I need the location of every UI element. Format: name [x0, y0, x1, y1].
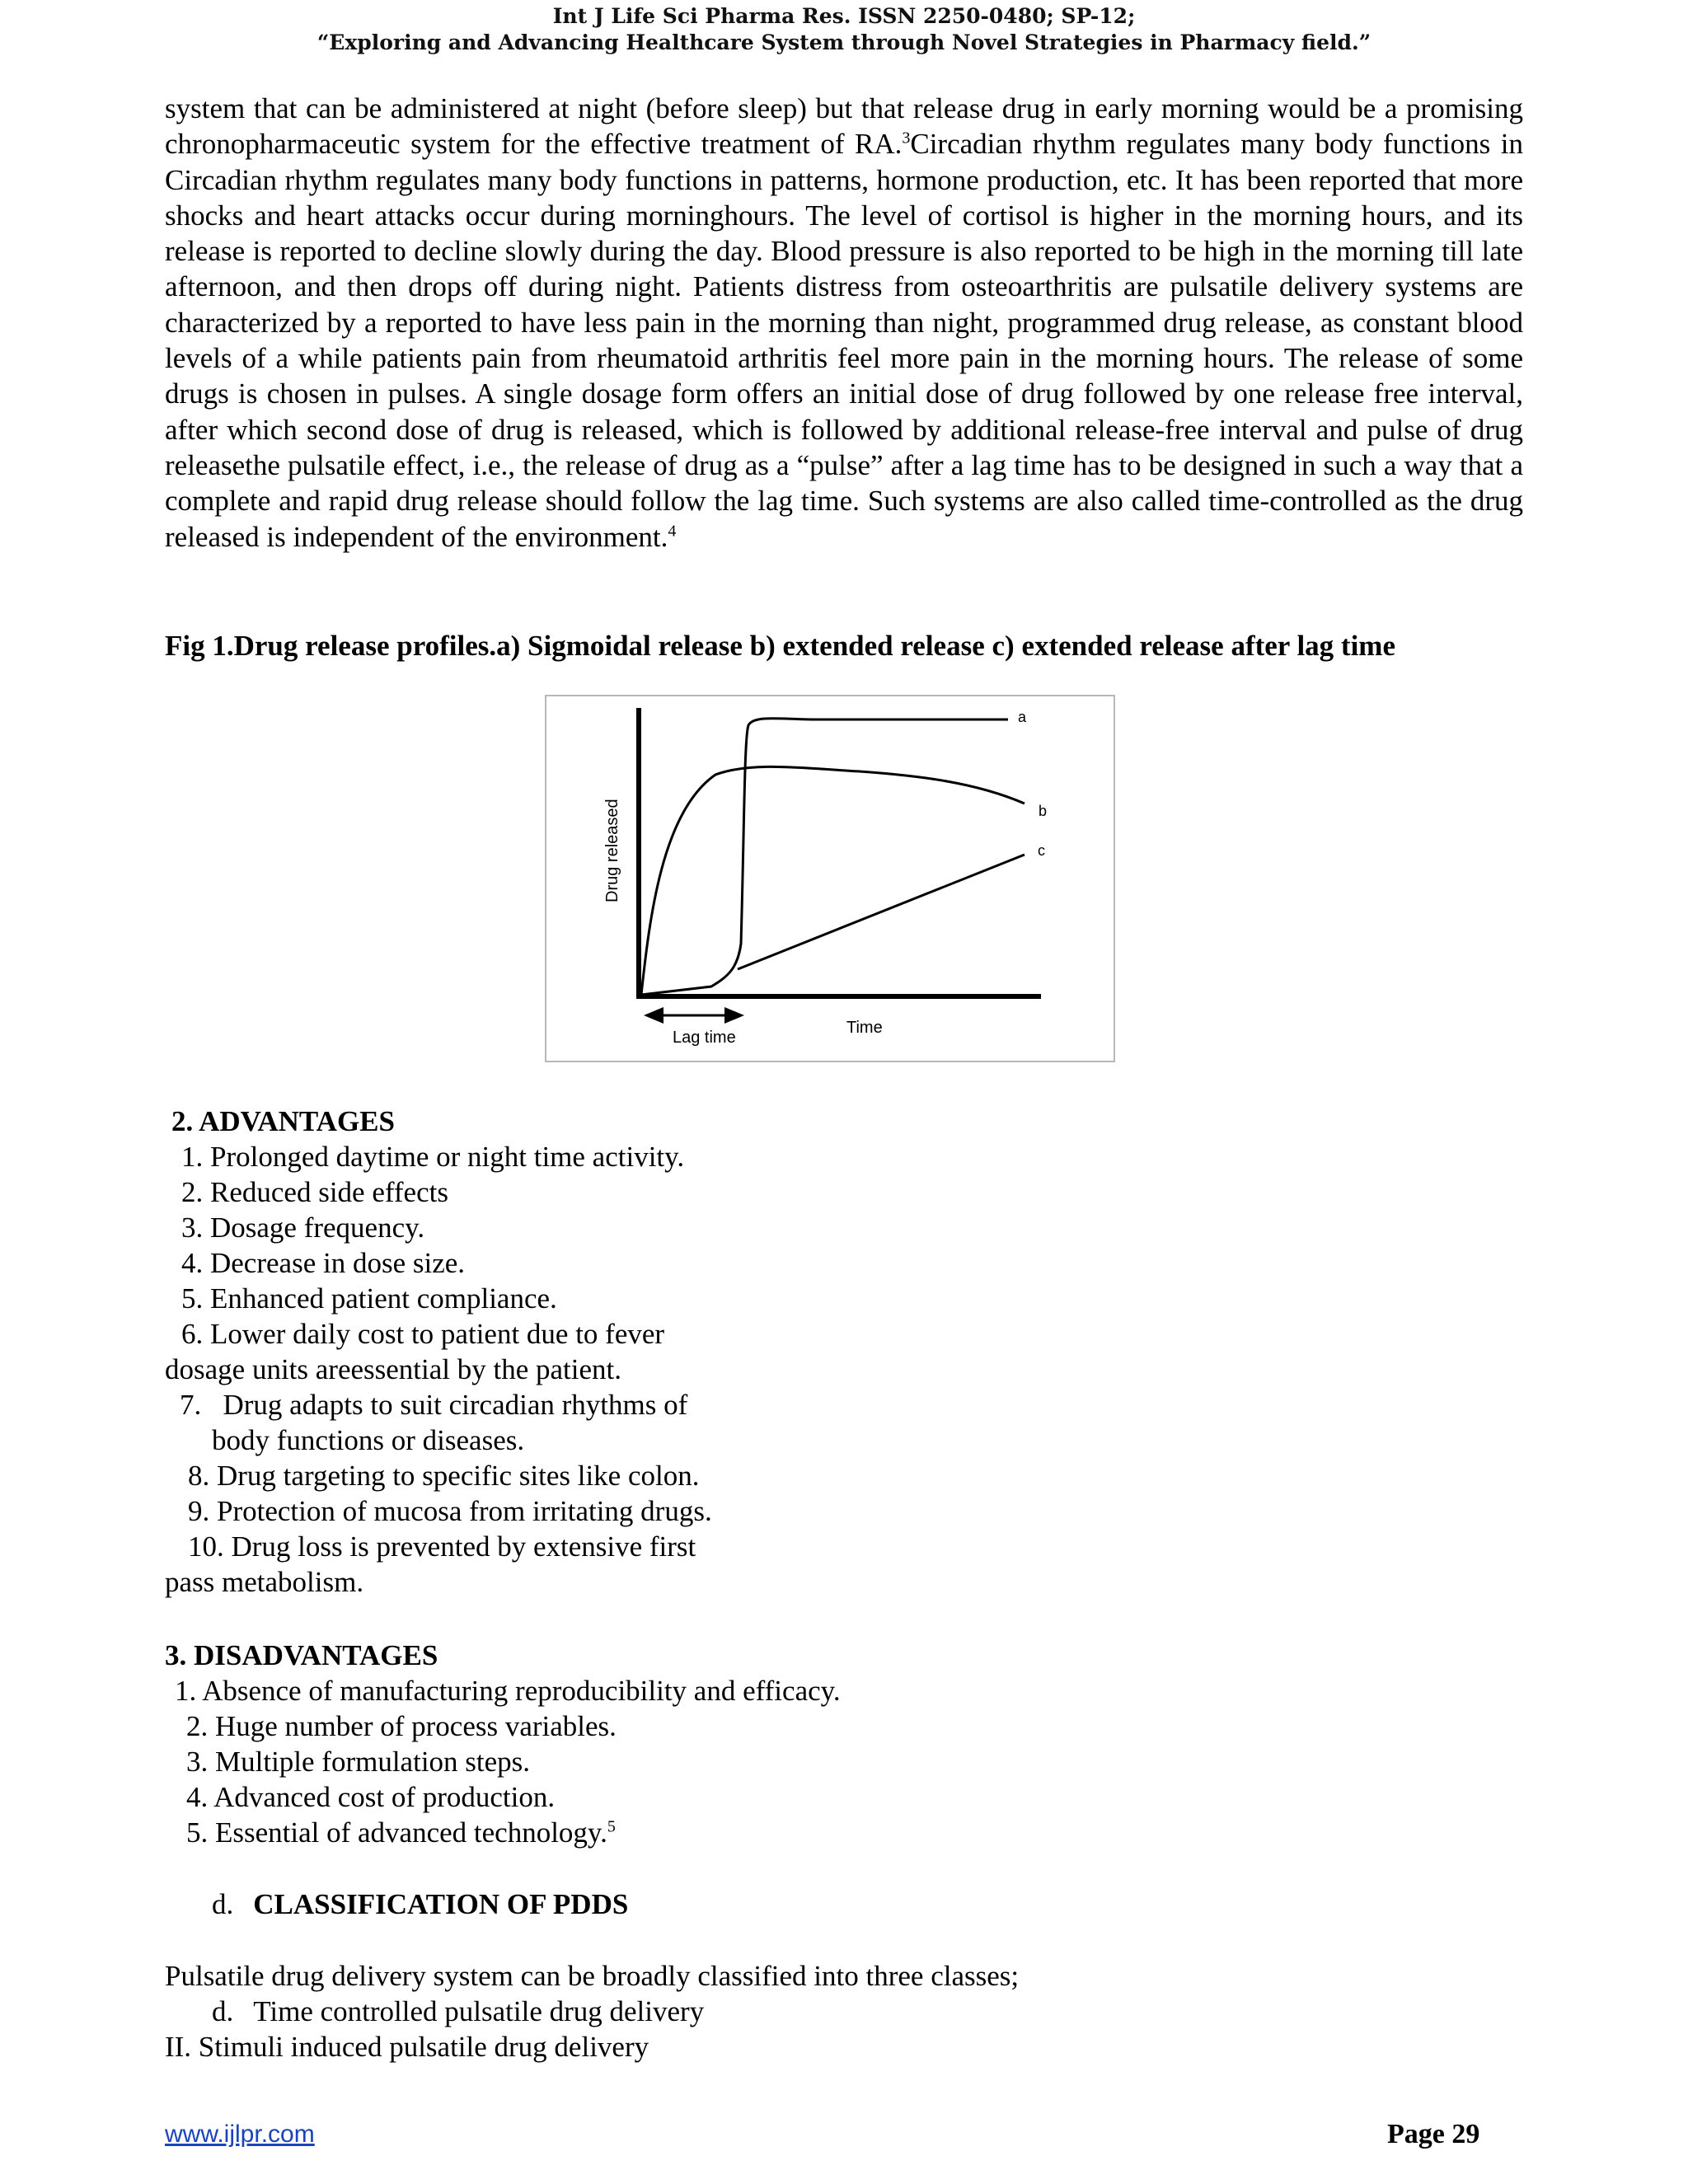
advantage-item: 5. Enhanced patient compliance. — [181, 1282, 557, 1315]
lag-arrow-left-head — [644, 1007, 663, 1024]
body-paragraph — [165, 91, 1523, 555]
lag-time-label: Lag time — [673, 1029, 736, 1047]
body-text-part2: Circadian rhythm regulates many body functions in Circadian rhythm regulates many body functions in patterns, hormone production, etc. It has been reported that more shocks and heart attacks occur during morninghours. The level of cortisol is higher in the morning hours, and its release is reported to decline slowly during the day. Blood pressure is also reported to be high in the morning till late afternoon, and then drops off during night. Patients distress from osteoarthritis are pulsatile delivery systems are characterized by a reported to have less pain in the morning than night, programmed drug release, as constant blood levels of a while patients pain from rheumatoid arthritis feel more pain in the morning hours. The release of some drugs is chosen in pulses. A single dosage form offers an initial dose of drug followed by one release free interval, after which second dose of drug is released, which is followed by additional release-free interval and pulse of drug releasethe pulsatile effect, i.e., the release of drug as a “pulse” after a lag time has to be designed in such a way that a complete and rapid drug release should follow the lag time. Such systems are also called time-controlled as the drug released is independent of the environment. — [165, 128, 1523, 553]
advantage-item: 2. Reduced side effects — [181, 1176, 448, 1208]
classification-item-marker: d. — [212, 1995, 234, 2027]
classification-intro: Pulsatile drug delivery system can be broadly classified into three classes; — [165, 1960, 1020, 1992]
curve-a-label: a — [1018, 709, 1027, 725]
body-text-part1: system that can be administered at night (before sleep) but that release drug in early morning would be a promising chronopharmaceutic system for the effective treatment of RA. — [165, 92, 1523, 161]
advantage-item: 10. Drug loss is prevented by extensive first — [188, 1530, 696, 1563]
classification-item-text: Time controlled pulsatile drug delivery — [253, 1995, 705, 2027]
classification-title: CLASSIFICATION OF PDDS — [253, 1888, 629, 1920]
classification-item — [212, 1994, 704, 2029]
lag-arrow-right-head — [724, 1007, 744, 1024]
advantage-item: 8. Drug targeting to specific sites like colon. — [188, 1460, 700, 1492]
figure-caption: Fig 1.Drug release profiles.a) Sigmoidal release b) extended release c) extended release after lag time — [165, 630, 1395, 662]
journal-header-line2: “Exploring and Advancing Healthcare System through Novel Strategies in Pharmacy field.” — [316, 30, 1372, 54]
y-axis-label: Drug released — [603, 799, 621, 902]
advantage-item: 6. Lower daily cost to patient due to fever — [181, 1318, 665, 1350]
advantage-item: 3. Dosage frequency. — [181, 1212, 425, 1244]
classification-item: II. Stimuli induced pulsatile drug delivery — [165, 2031, 649, 2063]
advantage-item: 4. Decrease in dose size. — [181, 1247, 466, 1279]
curve-b-label: b — [1039, 803, 1048, 819]
disadvantage-item — [186, 1815, 616, 1850]
disadvantage-item: 1. Absence of manufacturing reproducibility and efficacy. — [175, 1675, 841, 1707]
advantages-heading: 2. ADVANTAGES — [171, 1105, 395, 1137]
advantage-item-continuation: dosage units areessential by the patient. — [165, 1353, 622, 1385]
advantage-item: 1. Prolonged daytime or night time activity. — [181, 1141, 685, 1173]
disadvantage-item: 4. Advanced cost of production. — [186, 1781, 556, 1813]
citation-3: 3 — [902, 129, 911, 148]
advantage-item: 7. Drug adapts to suit circadian rhythms of — [180, 1389, 688, 1421]
advantage-item-continuation: pass metabolism. — [165, 1566, 364, 1598]
curve-b — [641, 766, 1025, 995]
disadvantage-item: 2. Huge number of process variables. — [186, 1710, 617, 1742]
disadvantages-heading: 3. DISADVANTAGES — [165, 1639, 438, 1671]
journal-header-line1: Int J Life Sci Pharma Res. ISSN 2250-0480; SP-12; — [552, 4, 1136, 28]
disadvantage-item: 3. Multiple formulation steps. — [186, 1746, 531, 1778]
citation-4: 4 — [668, 521, 677, 540]
drug-release-figure — [545, 695, 1115, 1062]
curve-c-label: c — [1038, 842, 1045, 859]
classification-heading — [212, 1886, 628, 1922]
advantage-item: 9. Protection of mucosa from irritating drugs. — [188, 1495, 712, 1527]
page-number: Page 29 — [1387, 2119, 1480, 2149]
website-link[interactable]: www.ijlpr.com — [165, 2121, 315, 2148]
drug-release-chart — [546, 696, 1114, 1061]
citation-5: 5 — [607, 1817, 616, 1836]
advantage-item-continuation: body functions or diseases. — [212, 1424, 525, 1456]
curve-c — [738, 855, 1025, 969]
curve-a — [641, 719, 1008, 995]
x-axis-label: Time — [846, 1019, 883, 1037]
disadvantage-item-text: 5. Essential of advanced technology. — [186, 1816, 607, 1849]
classification-marker: d. — [212, 1888, 234, 1920]
